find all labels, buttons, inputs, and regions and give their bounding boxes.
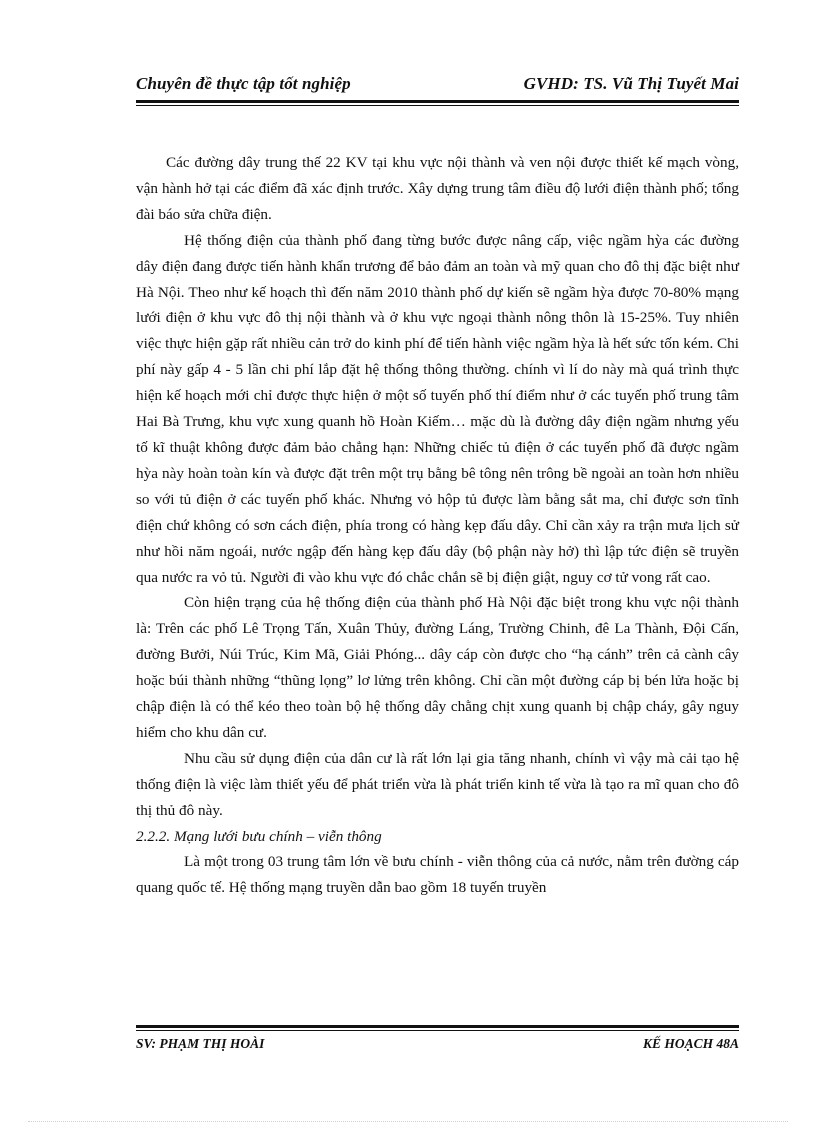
page-header xyxy=(136,74,739,100)
footer-rule-thick xyxy=(136,1025,739,1028)
footer-rule-thin xyxy=(136,1030,739,1031)
paragraph-2: Hệ thống điện của thành phố đang từng bước được nâng cấp, việc ngầm hỳa các đường dây điện đang được tiến hành khẩn trương để bảo đảm an toàn và mỹ quan cho đô thị đặc biệt như Hà Nội. Theo như kế hoạch thì đến năm 2010 thành phố dự kiến sẽ ngầm hỳa được 70-80% mạng lưới điện ở khu vực đô thị nội thành và ở khu vực ngoại thành nông thôn là 15-25%. Tuy nhiên việc thực hiện gặp rất nhiều cản trở do kinh phí để tiến hành việc ngầm hỳa là hết sức tốn kém. Chi phí này gấp 4 - 5 lần chi phí lắp đặt hệ thống thông thường. chính vì lí do này mà quá trình thực hiện kế hoạch mới chỉ được thực hiện ở một số tuyến phố thí điểm như ở các tuyến phố trung tâm Hai Bà Trưng, khu vực xung quanh hồ Hoàn Kiếm… mặc dù là đường dây điện ngầm nhưng yếu tố kĩ thuật không được đảm bảo chẳng hạn: Những chiếc tủ điện ở các tuyến phố đã được ngầm hỳa này hoàn toàn kín và được đặt trên một trụ bằng bê tông nên trông bề ngoài an toàn hơn nhiều so với tủ điện ở các tuyến phố khác. Nhưng vỏ hộp tủ được làm bằng sắt ma, chỉ được sơn tĩnh điện chứ không có sơn cách điện, phía trong có hàng kẹp đấu dây. Chỉ cần xảy ra trận mưa lịch sử như hồi năm ngoái, nước ngập đến hàng kẹp đấu dây (bộ phận này hở) thì lập tức điện sẽ truyền qua nước ra vỏ tủ. Người đi vào khu vực đó chắc chắn sẽ bị điện giật, nguy cơ tử vong rất cao. xyxy=(136,231,739,586)
header-rule-thick xyxy=(136,100,739,103)
header-rule-thin xyxy=(136,105,739,106)
header-supervisor: GVHD: TS. Vũ Thị Tuyết Mai xyxy=(523,74,739,93)
paragraph-3: Còn hiện trạng của hệ thống điện của thành phố Hà Nội đặc biệt trong khu vực nội thành là: Trên các phố Lê Trọng Tấn, Xuân Thủy, đường Láng, Trường Chinh, đê La Thành, Đội Cấn, đường Bưởi, Núi Trúc, Kim Mã, Giải Phóng... dây cáp còn được cho “hạ cánh” trên cả cành cây hoặc búi thành những “thũng lọng” lơ lửng trên không. Chỉ cần một đường cáp bị bén lửa hoặc bị chập điện là có thể kéo theo toàn bộ hệ thống dây chằng chịt xung quanh bị chập cháy, gây nguy hiểm cho khu dân cư. xyxy=(136,594,739,741)
paragraph-1: Các đường dây trung thế 22 KV tại khu vực nội thành và ven nội được thiết kế mạch vòng, vận hành hở tại các điểm đã xác định trước. Xây dựng trung tâm điều độ lưới điện thành phố; tổng đài báo sửa chữa điện. xyxy=(136,154,739,223)
page-footer xyxy=(136,1036,739,1058)
footer-student: SV: PHẠM THỊ HOÀI xyxy=(136,1036,265,1051)
paragraph-5: Là một trong 03 trung tâm lớn về bưu chính - viễn thông của cả nước, nằm trên đường cáp quang quốc tế. Hệ thống mạng truyền dẫn bao gồm 18 tuyến truyền xyxy=(136,853,739,897)
section-heading: 2.2.2. Mạng lưới bưu chính – viễn thông xyxy=(136,827,382,845)
paragraph-4: Nhu cầu sử dụng điện của dân cư là rất lớn lại gia tăng nhanh, chính vì vậy mà cải tạo hệ thống điện là việc làm thiết yếu để phát triển vừa là phát triển kinh tế vừa là tạo ra mĩ quan cho đô thị thủ đô này. xyxy=(136,749,739,819)
footer-class: KẾ HOẠCH 48A xyxy=(642,1036,739,1051)
header-report-title: Chuyên đề thực tập tốt nghiệp xyxy=(136,74,351,93)
body-text xyxy=(136,150,739,901)
